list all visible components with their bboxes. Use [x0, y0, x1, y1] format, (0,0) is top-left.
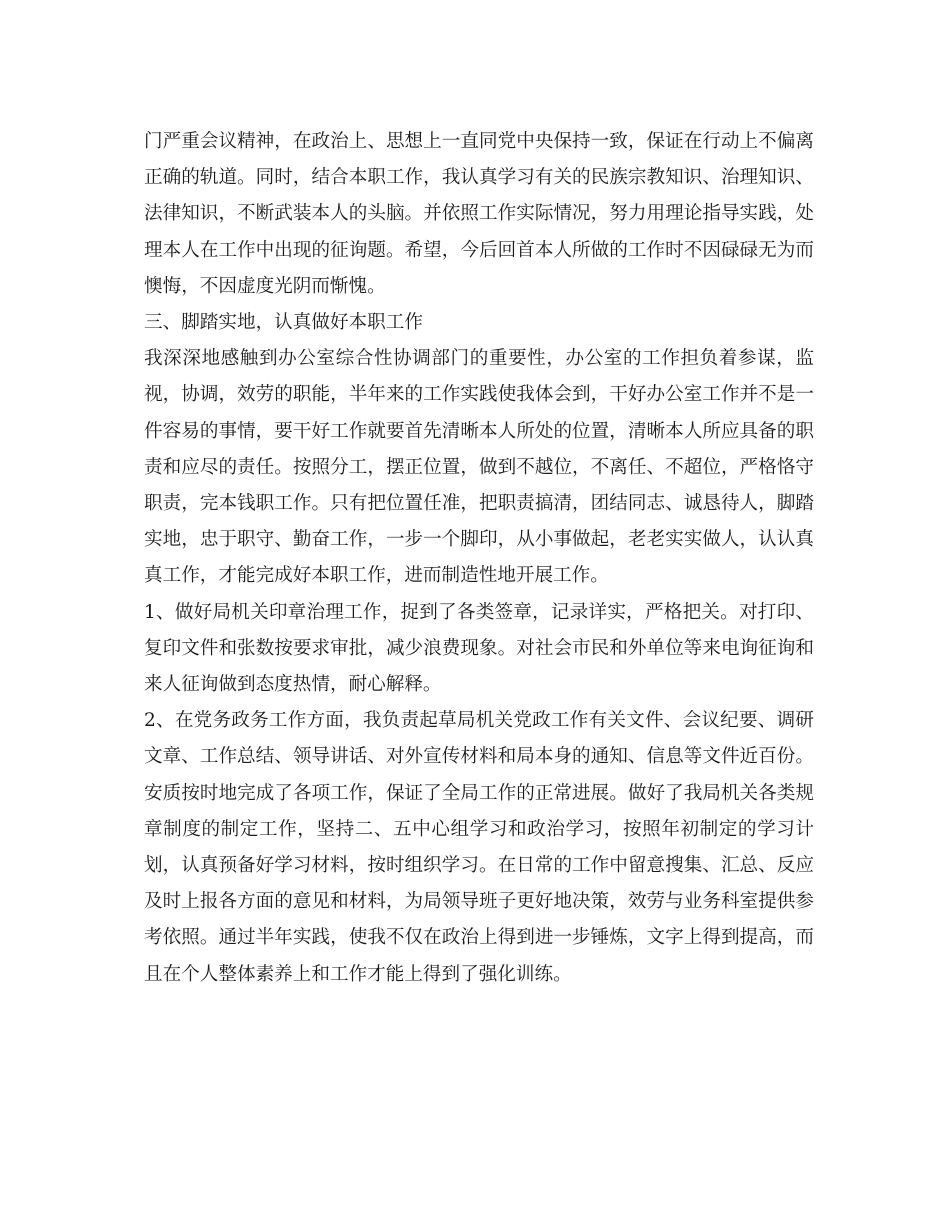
paragraph-office-duties: 我深深地感触到办公室综合性协调部门的重要性，办公室的工作担负着参谋，监视，协调，效劳的职能，半年来的工作实践使我体会到，干好办公室工作并不是一件容易的事情，要干好工作就要首先清晰本人所处的位置，清晰本人所应具备的职责和应尽的责任。按照分工，摆正位置，做到不越位，不离任、不超位，严格恪守职责，完本钱职工作。只有把位置任准，把职责搞清，团结同志、诚恳待人，脚踏实地，忠于职守、勤奋工作，一步一个脚印，从小事做起，老老实实做人，认认真真工作，才能完成好本职工作，进而制造性地开展工作。 — [144, 348, 814, 587]
paragraph-item-1-seal-management: 1、做好局机关印章治理工作，捉到了各类签章，记录详实，严格把关。对打印、复印文件和张数按要求审批，减少浪费现象。对社会市民和外单位等来电询征询和来人征询做到态度热情，耐心解释。 — [144, 601, 814, 696]
paragraph-political-study: 门严重会议精神，在政治上、思想上一直同党中央保持一致，保证在行动上不偏离正确的轨道。同时，结合本职工作，我认真学习有关的民族宗教知识、治理知识、法律知识，不断武装本人的头脑。并依照工作实际情况，努力用理论指导实践，处理本人在工作中出现的征询题。希望，今后回首本人所做的工作时不因碌碌无为而懊悔，不因虚度光阴而惭愧。 — [144, 131, 814, 297]
section-heading-three: 三、脚踏实地，认真做好本职工作 — [144, 312, 423, 334]
paragraph-item-2-party-affairs: 2、在党务政务工作方面，我负责起草局机关党政工作有关文件、会议纪要、调研文章、工作总结、领导讲话、对外宣传材料和局本身的通知、信息等文件近百份。安质按时地完成了各项工作，保证了全局工作的正常进展。做好了我局机关各类规章制度的制定工作，坚持二、五中心组学习和政治学习，按照年初制定的学习计划，认真预备好学习材料，按时组织学习。在日常的工作中留意搜集、汇总、反应及时上报各方面的意见和材料，为局领导班子更好地决策，效劳与业务科室提供参考依照。通过半年实践，使我不仅在政治上得到进一步锤炼，文字上得到提高，而且在个人整体素养上和工作才能上得到了强化训练。 — [144, 710, 814, 985]
document-body — [144, 124, 814, 993]
